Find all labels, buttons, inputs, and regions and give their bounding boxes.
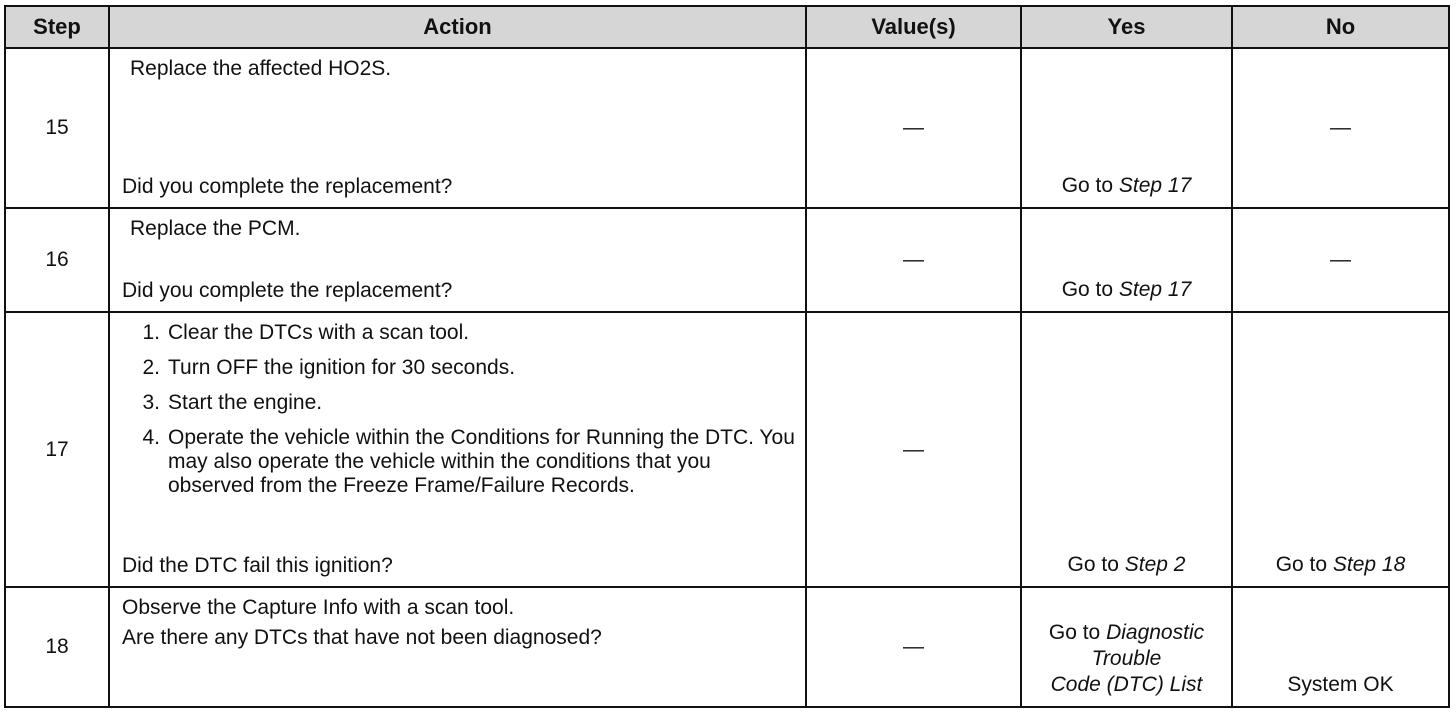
no-cell	[1232, 48, 1449, 208]
instruction-text: Observe the Capture Info with a scan tool.	[122, 596, 515, 619]
yes-link-line2[interactable]: Trouble	[1091, 647, 1162, 670]
value-dash: —	[903, 437, 924, 461]
step-number: 18	[5, 587, 109, 707]
value-cell	[806, 587, 1021, 707]
no-step-link[interactable]: Step 18	[1332, 553, 1406, 576]
value-cell	[806, 48, 1021, 208]
no-result: System OK	[1287, 673, 1394, 696]
yes-link-line3[interactable]: Code (DTC) List	[1050, 673, 1203, 696]
list-item: 2. Turn OFF the ignition for 30 seconds.	[142, 356, 516, 379]
header-action: Action	[109, 6, 806, 48]
instruction-text: Replace the affected HO2S.	[130, 57, 392, 80]
no-dash: —	[1330, 248, 1351, 271]
substep-list	[122, 321, 797, 509]
yes-prefix: Go to	[1067, 553, 1125, 576]
yes-step-link[interactable]: Step 2	[1124, 553, 1186, 576]
question-text: Did you complete the replacement?	[122, 279, 453, 302]
question-text: Did you complete the replacement?	[122, 175, 453, 198]
step-number: 16	[5, 208, 109, 312]
yes-step-link[interactable]: Step 17	[1118, 278, 1192, 301]
yes-result[interactable]	[1022, 173, 1231, 199]
yes-result[interactable]	[1022, 620, 1231, 698]
action-cell	[109, 48, 806, 208]
yes-prefix: Go to	[1048, 621, 1107, 644]
table-row-step-16	[5, 208, 1449, 312]
header-no: No	[1232, 6, 1449, 48]
yes-result[interactable]	[1022, 552, 1231, 578]
list-item: 1. Clear the DTCs with a scan tool.	[142, 321, 470, 344]
value-cell	[806, 312, 1021, 587]
list-item: 3. Start the engine.	[142, 391, 323, 414]
header-yes: Yes	[1021, 6, 1232, 48]
no-cell	[1232, 208, 1449, 312]
no-prefix: Go to	[1275, 553, 1333, 576]
header-step: Step	[5, 6, 109, 48]
yes-prefix: Go to	[1061, 174, 1119, 197]
header-row	[5, 6, 1449, 48]
value-dash: —	[903, 635, 924, 658]
value-dash: —	[903, 248, 924, 271]
header-values: Value(s)	[806, 6, 1021, 48]
yes-cell	[1021, 312, 1232, 587]
yes-result[interactable]	[1022, 277, 1231, 303]
no-cell	[1232, 587, 1449, 707]
yes-step-link[interactable]: Step 17	[1118, 174, 1192, 197]
table-row-step-18	[5, 587, 1449, 707]
diagnostic-table	[4, 5, 1450, 708]
question-text: Are there any DTCs that have not been diagnosed?	[122, 626, 602, 649]
no-result[interactable]	[1233, 552, 1448, 578]
question-text: Did the DTC fail this ignition?	[122, 554, 393, 577]
value-dash: —	[903, 116, 924, 139]
action-cell	[109, 208, 806, 312]
no-cell	[1232, 312, 1449, 587]
yes-cell	[1021, 587, 1232, 707]
action-cell	[109, 312, 806, 587]
list-item: 4. Operate the vehicle within the Conditions for Running the DTC. You may also operate the vehicle within the conditions that you observed from the Freeze Frame/Failure Records.	[142, 426, 795, 497]
step-number: 17	[5, 312, 109, 587]
table-row-step-17	[5, 312, 1449, 587]
table-row-step-15	[5, 48, 1449, 208]
action-cell	[109, 587, 806, 707]
no-dash: —	[1330, 116, 1351, 139]
yes-link-line1[interactable]: Diagnostic	[1106, 621, 1205, 644]
yes-cell	[1021, 208, 1232, 312]
yes-prefix: Go to	[1061, 278, 1119, 301]
instruction-text: Replace the PCM.	[130, 217, 301, 240]
value-cell	[806, 208, 1021, 312]
yes-cell	[1021, 48, 1232, 208]
step-number: 15	[5, 48, 109, 208]
